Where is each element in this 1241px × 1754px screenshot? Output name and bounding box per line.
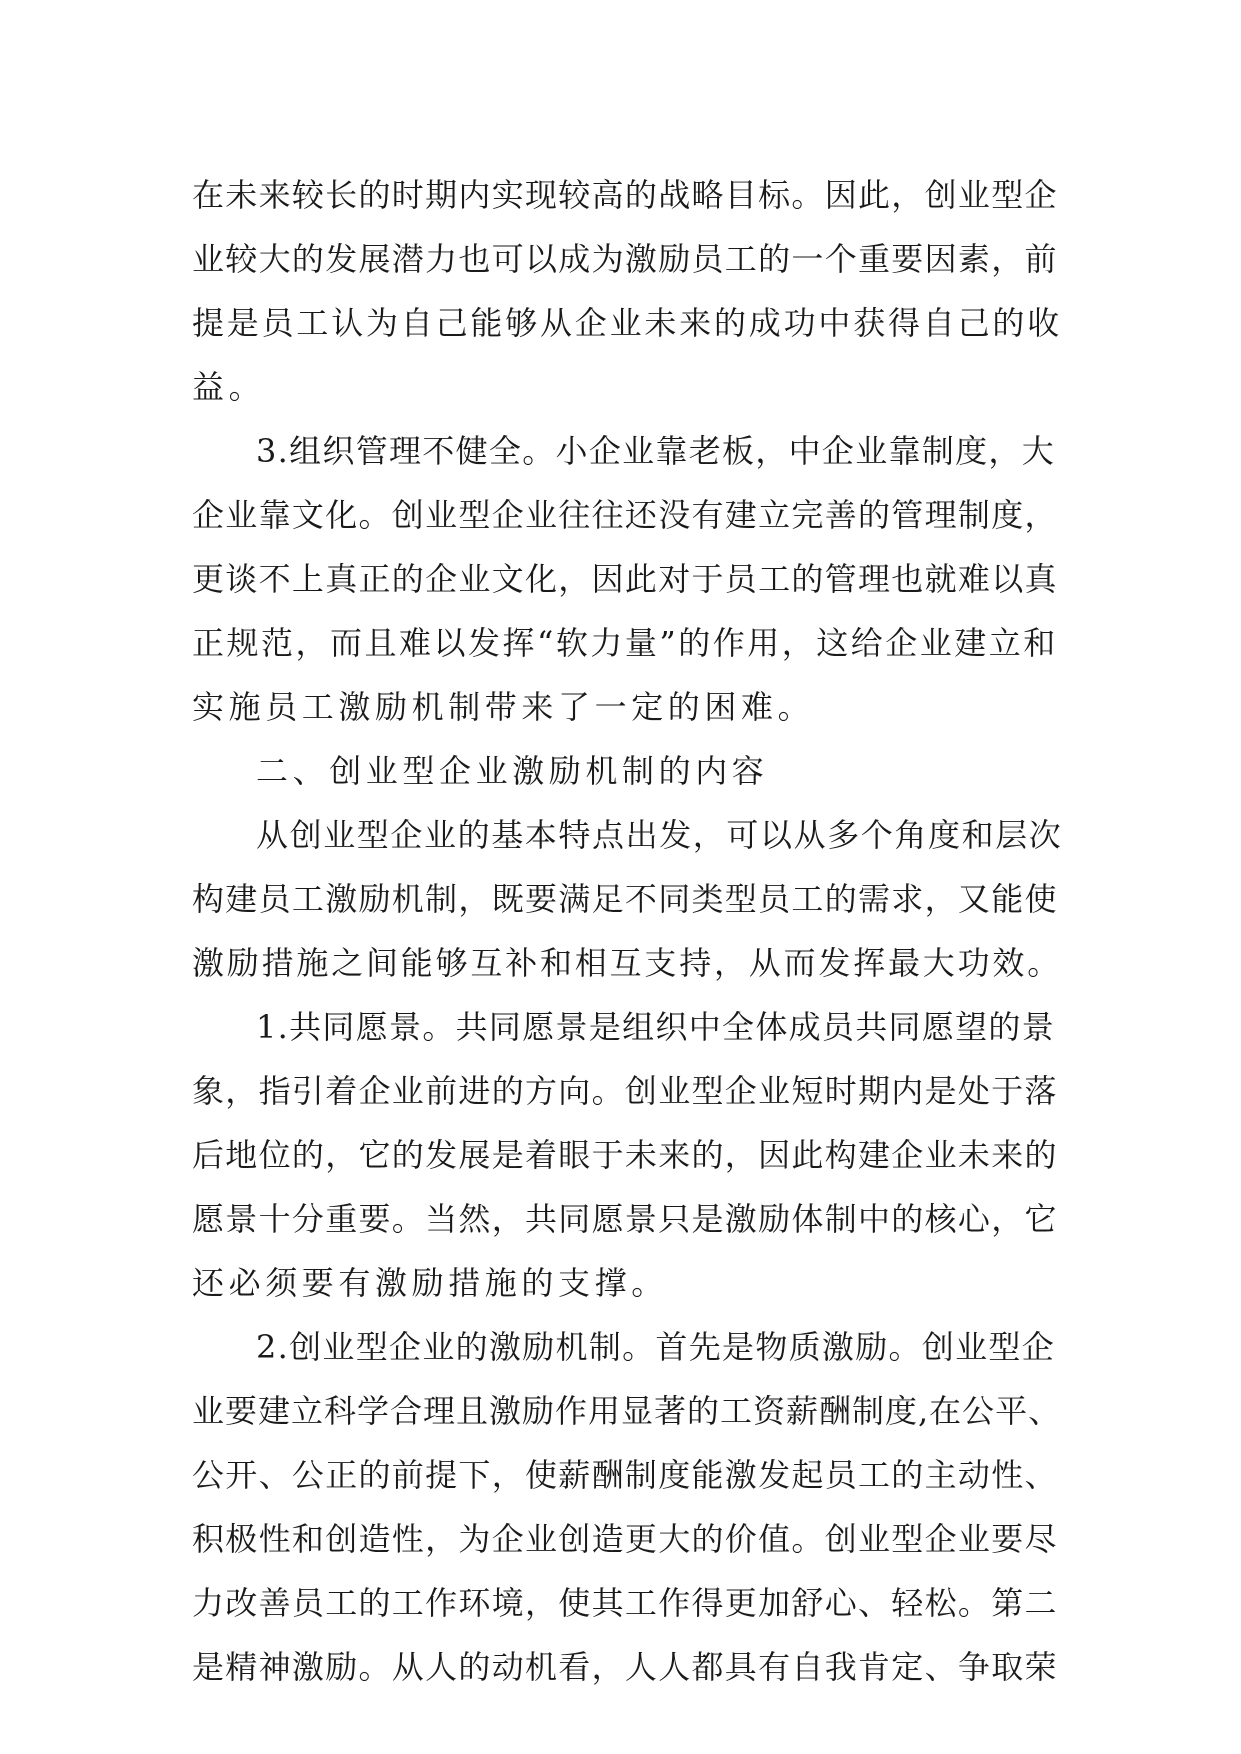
text-line: 是精神激励。从人的动机看，人人都具有自我肯定、争取荣	[192, 1648, 1058, 1686]
section-heading	[192, 739, 1062, 803]
heading-line: 二、创业型企业激励机制的内容	[256, 752, 769, 790]
body-text	[192, 163, 1062, 1699]
text-line: 提是员工认为自己能够从企业未来的成功中获得自己的收	[192, 304, 1063, 342]
text-line: 力改善员工的工作环境，使其工作得更加舒心、轻松。第二	[192, 1584, 1058, 1622]
text-line: 象，指引着企业前进的方向。创业型企业短时期内是处于落	[192, 1072, 1058, 1110]
text-line: 从创业型企业的基本特点出发，可以从多个角度和层次	[256, 816, 1063, 854]
text-line: 3.组织管理不健全。小企业靠老板，中企业靠制度，大	[256, 432, 1056, 470]
text-line: 业要建立科学合理且激励作用显著的工资薪酬制度,在公平、	[192, 1392, 1062, 1430]
paragraph-continuation	[192, 163, 1062, 419]
text-line: 正规范，而且难以发挥“软力量”的作用，这给企业建立和	[192, 624, 1058, 662]
text-line: 更谈不上真正的企业文化，因此对于员工的管理也就难以真	[192, 560, 1058, 598]
text-line: 企业靠文化。创业型企业往往还没有建立完善的管理制度，	[192, 496, 1058, 534]
paragraph-shared-vision	[192, 995, 1062, 1315]
text-line: 益。	[192, 368, 266, 406]
text-line: 还必须要有激励措施的支撑。	[192, 1264, 668, 1302]
text-line: 愿景十分重要。当然，共同愿景只是激励体制中的核心，它	[192, 1200, 1058, 1238]
paragraph-intro	[192, 803, 1062, 995]
paragraph-incentive-mechanism	[192, 1315, 1062, 1699]
text-line: 构建员工激励机制，既要满足不同类型员工的需求，又能使	[192, 880, 1058, 918]
text-line: 在未来较长的时期内实现较高的战略目标。因此，创业型企	[192, 176, 1058, 214]
text-line: 公开、公正的前提下，使薪酬制度能激发起员工的主动性、	[192, 1456, 1058, 1494]
text-line: 激励措施之间能够互补和相互支持，从而发挥最大功效。	[192, 944, 1063, 982]
text-line: 1.共同愿景。共同愿景是组织中全体成员共同愿望的景	[256, 1008, 1056, 1046]
text-line: 实施员工激励机制带来了一定的困难。	[192, 688, 815, 726]
text-line: 业较大的发展潜力也可以成为激励员工的一个重要因素，前	[192, 240, 1058, 278]
text-line: 积极性和创造性，为企业创造更大的价值。创业型企业要尽	[192, 1520, 1058, 1558]
text-line: 2.创业型企业的激励机制。首先是物质激励。创业型企	[256, 1328, 1056, 1366]
text-line: 后地位的，它的发展是着眼于未来的，因此构建企业未来的	[192, 1136, 1058, 1174]
paragraph-organization	[192, 419, 1062, 739]
